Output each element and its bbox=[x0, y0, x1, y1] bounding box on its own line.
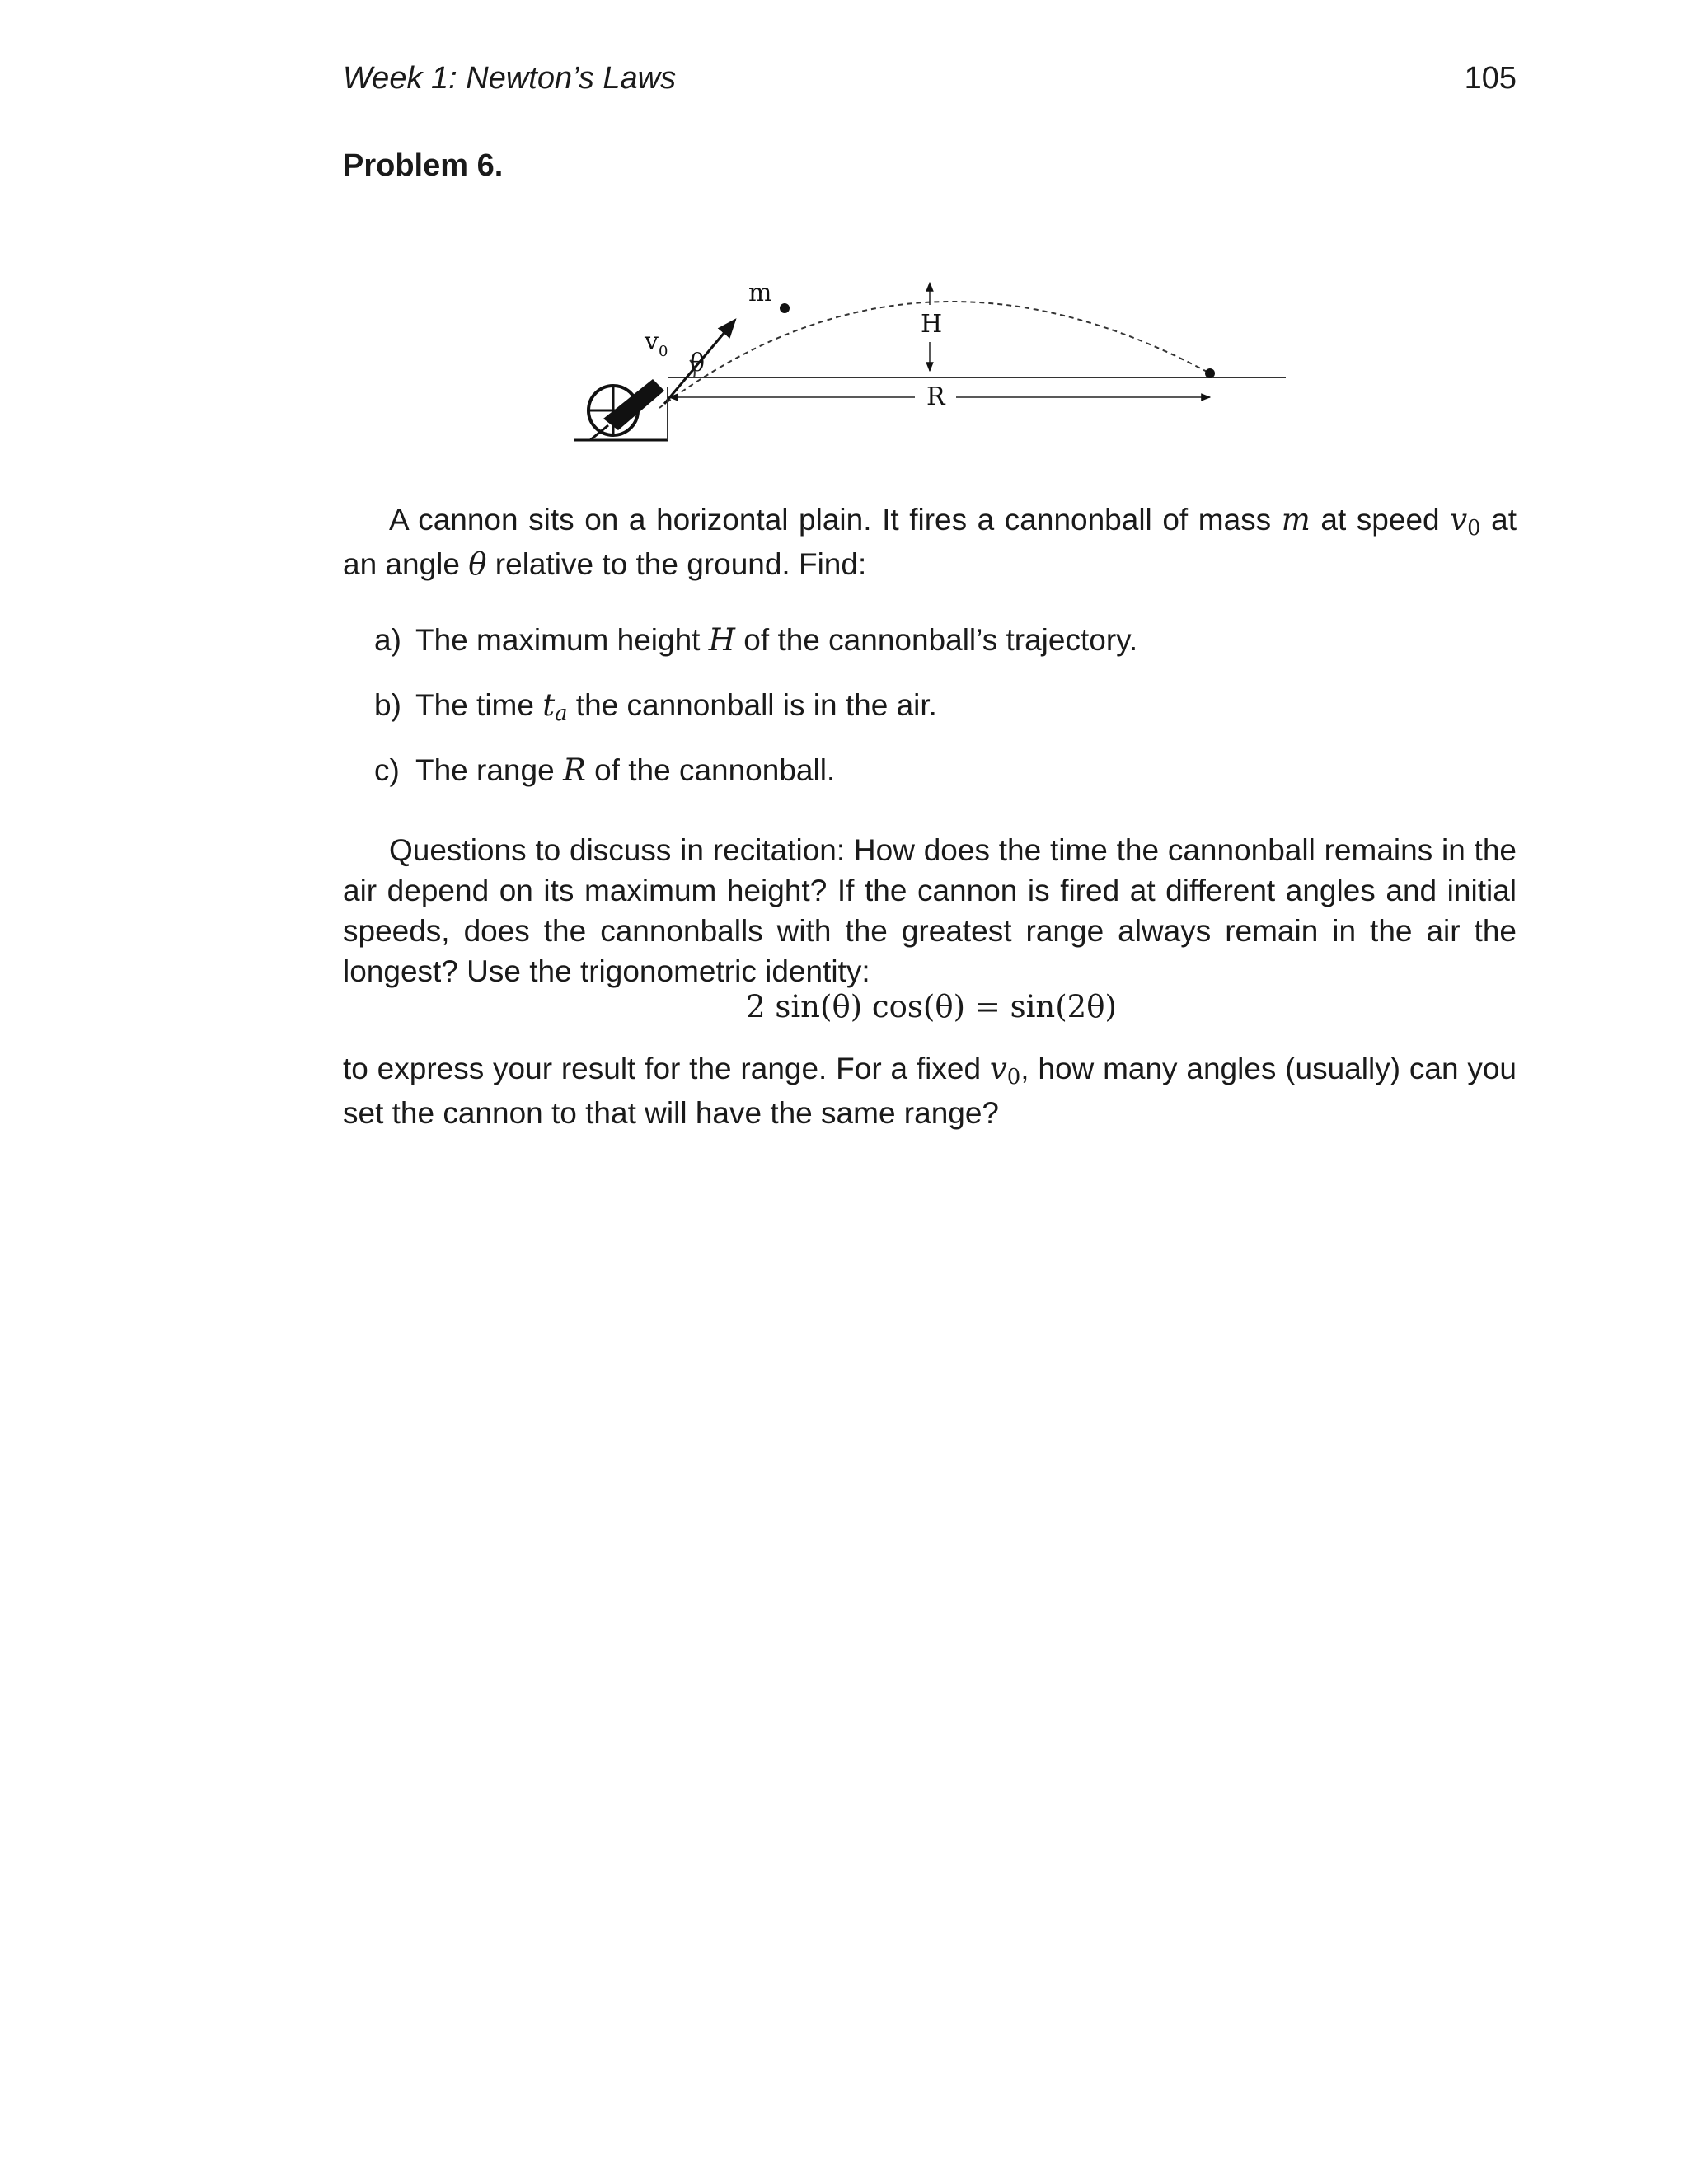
trig-identity-equation: 2 sin(θ) cos(θ) = sin(2θ) bbox=[746, 989, 1117, 1024]
statement-text-1: A cannon sits on a horizontal plain. It fires a cannonball of mass bbox=[389, 503, 1282, 537]
cannon bbox=[574, 379, 668, 440]
cannon-diagram bbox=[560, 264, 1302, 462]
followup-speed-symbol: v bbox=[989, 1051, 1007, 1086]
mass-label: m bbox=[748, 279, 772, 307]
problem-heading: Problem 6. bbox=[343, 148, 504, 183]
height-label: H bbox=[921, 310, 943, 339]
running-header bbox=[343, 61, 1517, 102]
followup-text-2: , how many angles (usually) can you set the cannon to that will have the same range? bbox=[343, 1052, 1517, 1130]
problem-statement bbox=[343, 499, 1517, 584]
followup-text-1: to express your result for the range. For a fixed bbox=[343, 1052, 990, 1085]
task-text-after: of the cannonball. bbox=[585, 753, 836, 787]
task-text-before: The range bbox=[415, 753, 563, 787]
followup-paragraph bbox=[343, 1048, 1517, 1133]
cannonball-in-flight bbox=[780, 303, 790, 313]
task-list bbox=[374, 620, 1512, 815]
task-symbol: t bbox=[542, 687, 556, 723]
task-marker: c) bbox=[374, 753, 400, 787]
speed-symbol: v bbox=[1450, 502, 1468, 537]
angle-symbol: θ bbox=[468, 546, 487, 582]
speed-subscript: 0 bbox=[1467, 516, 1481, 541]
task-text bbox=[415, 620, 1137, 664]
task-text-before: The time bbox=[415, 688, 543, 722]
statement-text-3: at an angle bbox=[343, 503, 1517, 581]
discussion-paragraph: Questions to discuss in recitation: How does the time the cannonball remains in the air depend on its maximum height? If the cannon is fired at different angles and initial speeds, does the cannonballs with the greatest range always remain in the air the longest? Use the trigonometric identity: bbox=[343, 833, 1517, 988]
page-number: 105 bbox=[1464, 61, 1517, 96]
velocity-label-main: v bbox=[645, 327, 659, 356]
task-text bbox=[415, 685, 937, 729]
range-label: R bbox=[926, 382, 945, 411]
task-marker: b) bbox=[374, 688, 401, 722]
task-item bbox=[374, 750, 1512, 790]
velocity-label bbox=[644, 327, 668, 360]
statement-text-4: relative to the ground. Find: bbox=[486, 547, 867, 581]
mass-symbol: m bbox=[1281, 502, 1311, 537]
task-symbol: H bbox=[708, 622, 736, 658]
task-marker: a) bbox=[374, 623, 401, 657]
cannonball-landing bbox=[1205, 368, 1215, 378]
task-item bbox=[374, 620, 1512, 660]
task-text bbox=[415, 750, 835, 794]
cannon-trajectory-figure bbox=[560, 264, 1302, 462]
task-text-before: The maximum height bbox=[415, 623, 709, 657]
running-title: Week 1: Newton’s Laws bbox=[343, 61, 677, 96]
task-text-after: of the cannonball’s trajectory. bbox=[735, 623, 1138, 657]
velocity-label-subscript: 0 bbox=[658, 343, 668, 360]
followup-speed-subscript: 0 bbox=[1006, 1065, 1021, 1090]
statement-text-2: at speed bbox=[1310, 503, 1451, 537]
task-symbol: R bbox=[562, 752, 586, 788]
angle-label: θ bbox=[690, 349, 706, 377]
task-text-after: the cannonball is in the air. bbox=[567, 688, 937, 722]
task-symbol-subscript: a bbox=[555, 701, 568, 727]
task-item bbox=[374, 685, 1512, 725]
